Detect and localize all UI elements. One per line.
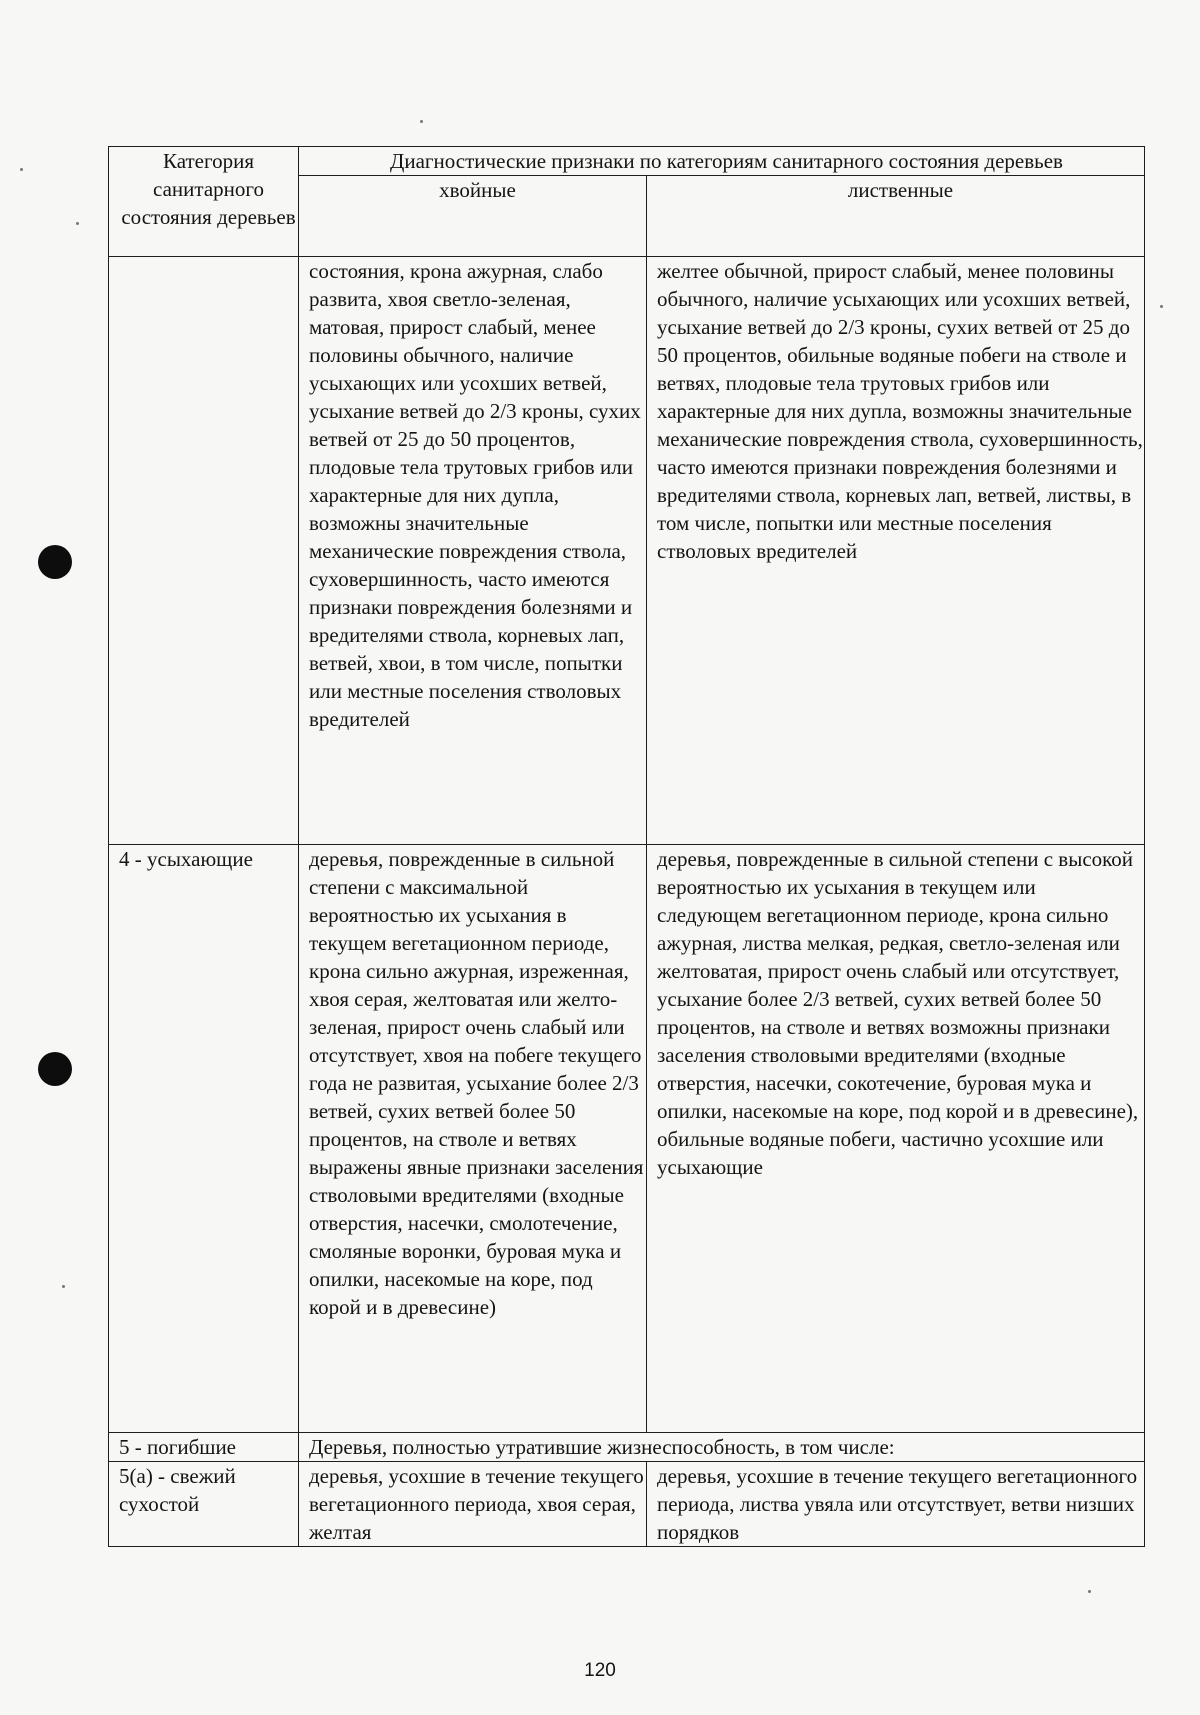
scan-speck (20, 168, 23, 171)
scan-speck (420, 120, 423, 123)
scan-speck (76, 222, 79, 225)
coniferous-cell: деревья, поврежденные в сильной степени с максимальной вероятностью их усыхания в текущем вегетационном периоде, крона сильно ажурная, изреженная, хвоя серая, желтоватая или желто-зеленая, прирост очень слабый или отсутствует, хвоя на побеге текущего года не развитая, усыхание более 2/3 ветвей, сухих ветвей более 50 процентов, на стволе и ветвях выражены явные признаки заселения стволовыми вредителями (входные отверстия, насечки, смолотечение, смоляные воронки, буровая мука и опилки, насекомые на коре, под корой и в древесине) (299, 845, 647, 1433)
category-cell: 5 - погибшие (109, 1433, 299, 1462)
page-number: 120 (584, 1660, 616, 1681)
header-diagnostic: Диагностические признаки по категориям санитарного состояния деревьев (299, 147, 1145, 176)
category-cell: 4 - усыхающие (109, 845, 299, 1433)
category-cell: 5(а) - свежий сухостой (109, 1462, 299, 1547)
table-header-row (109, 147, 1145, 176)
header-deciduous: лиственные (647, 176, 1145, 257)
header-coniferous: хвойные (299, 176, 647, 257)
punch-hole-top (38, 545, 72, 579)
scan-speck (1088, 1590, 1091, 1593)
punch-hole-bottom (38, 1052, 72, 1086)
merged-description-cell: Деревья, полностью утратившие жизнеспособность, в том числе: (299, 1433, 1145, 1462)
table-row (109, 1433, 1145, 1462)
table-row (109, 845, 1145, 1433)
coniferous-cell: деревья, усохшие в течение текущего вегетационного периода, хвоя серая, желтая (299, 1462, 647, 1547)
header-category: Категория санитарного состояния деревьев (109, 147, 299, 257)
deciduous-cell: деревья, поврежденные в сильной степени с высокой вероятностью их усыхания в текущем или следующем вегетационном периоде, крона сильно ажурная, листва мелкая, редкая, светло-зеленая или желтоватая, прирост очень слабый или отсутствует, усыхание более 2/3 ветвей, сухих ветвей более 50 процентов, на стволе и ветвях возможны признаки заселения стволовыми вредителями (входные отверстия, насечки, сокотечение, буровая мука и опилки, насекомые на коре, под корой и в древесине), обильные водяные побеги, частично усохшие или усыхающие (647, 845, 1145, 1433)
deciduous-cell: желтее обычной, прирост слабый, менее половины обычного, наличие усыхающих или усохших ветвей, усыхание ветвей до 2/3 кроны, сухих ветвей от 25 до 50 процентов, обильные водяные побеги на стволе и ветвях, плодовые тела трутовых грибов или характерные для них дупла, возможны значительные механические повреждения ствола, суховершинность, часто имеются признаки повреждения болезнями и вредителями ствола, корневых лап, ветвей, листвы, в том числе, попытки или местные поселения стволовых вредителей (647, 257, 1145, 845)
scan-speck (1160, 305, 1163, 308)
table-row (109, 257, 1145, 845)
coniferous-cell: состояния, крона ажурная, слабо развита, хвоя светло-зеленая, матовая, прирост слабый, менее половины обычного, наличие усыхающих или усохших ветвей, усыхание ветвей до 2/3 кроны, сухих ветвей от 25 до 50 процентов, плодовые тела трутовых грибов или характерные для них дупла, возможны значительные механические повреждения ствола, суховершинность, часто имеются признаки повреждения болезнями и вредителями ствола, корневых лап, ветвей, хвои, в том числе, попытки или местные поселения стволовых вредителей (299, 257, 647, 845)
scan-speck (62, 1285, 65, 1288)
table-row (109, 1462, 1145, 1547)
sanitary-category-table (108, 146, 1145, 1547)
deciduous-cell: деревья, усохшие в течение текущего вегетационного периода, листва увяла или отсутствует, ветви низших порядков (647, 1462, 1145, 1547)
category-cell (109, 257, 299, 845)
